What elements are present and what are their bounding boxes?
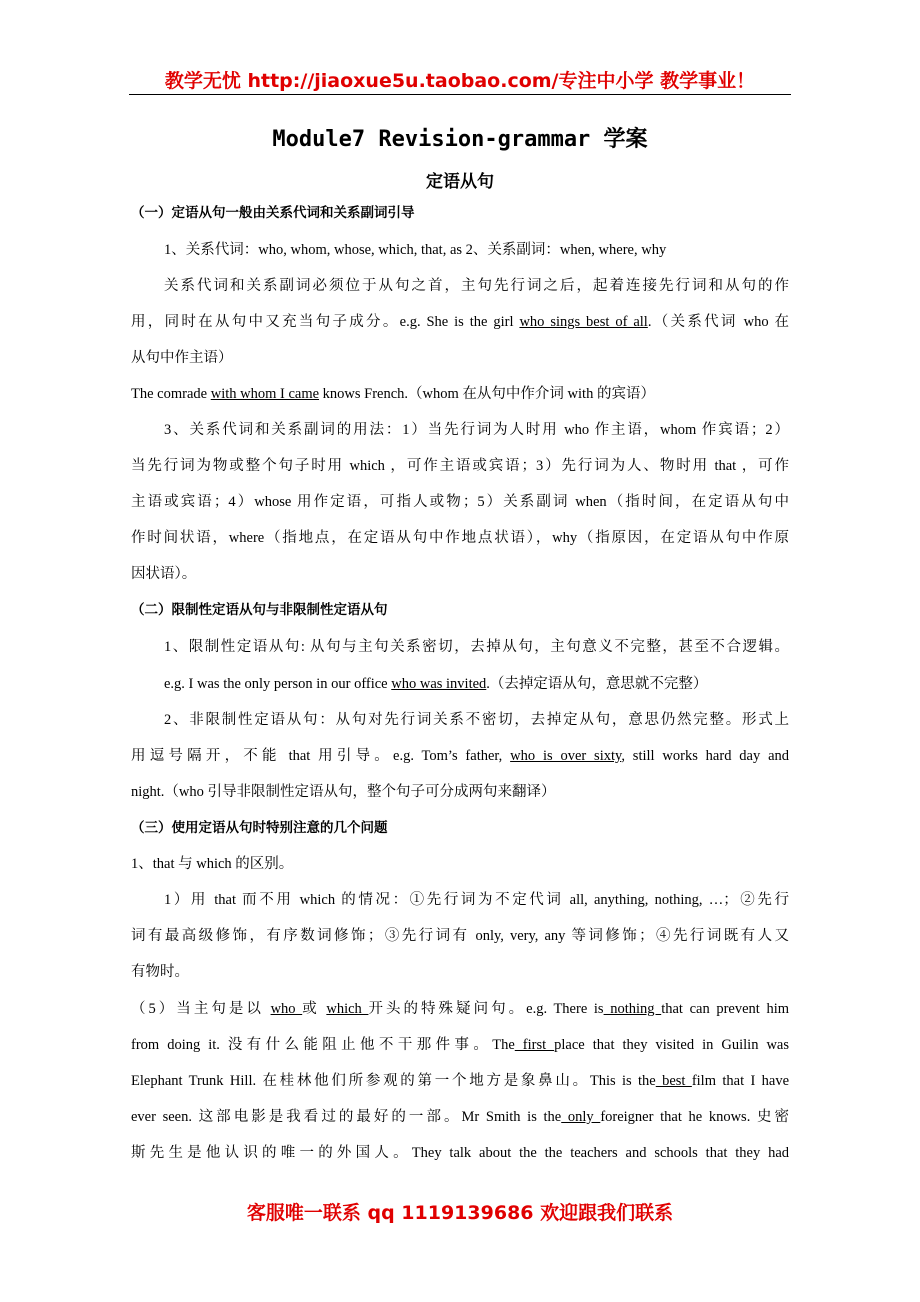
text-line [131,854,789,874]
text-line [131,564,789,584]
text-line [131,456,789,476]
text-line [131,962,789,982]
text-segment: 关系代词和关系副词必须位于从句之首，主句先行词之后，起着连接先行词和从句的作 [164,278,789,294]
text-segment: 2、非限制性定语从句：从句对先行词关系不密切，去掉定从句，意思仍然完整。形式上 [164,712,789,728]
text-segment: 因状语）。 [131,566,197,582]
text-segment: knows French.（whom 在从句中作介词 with 的宾语） [319,386,655,402]
document-title: Module7 Revision-grammar 学案 [272,127,648,152]
section-heading [131,818,789,838]
text-segment: 或 [302,1001,327,1017]
text-line [131,312,789,332]
text-segment: 当先行词为物或整个句子时用 which ，可作主语或宾语；3）先行词为人、物时用 that ，可作 [131,458,789,474]
underlined-clause: who was invited [391,676,487,692]
text-line [131,999,789,1019]
text-segment: 1、关系代词：who, whom, whose, which, that, as 2、关系副词：when, where, why [164,242,667,258]
underlined-clause: who [270,1001,303,1017]
text-line [131,1143,789,1163]
text-line [164,276,789,296]
text-segment: 作时间状语，where（指地点，在定语从句中作地点状语），why（指原因，在定语从句中作原 [131,530,789,546]
text-line [131,384,789,404]
text-segment: 词有最高级修饰，有序数词修饰；③先行词有 only, very, any 等词修饰；④先行词既有人又 [131,928,789,944]
underlined-clause: who is over sixty [510,748,622,764]
underlined-clause: first [514,1037,555,1053]
text-line [131,348,789,368]
text-segment: 1、that 与 which 的区别。 [131,856,294,872]
text-line [131,1035,789,1055]
text-segment: .（去掉定语从句，意思就不完整） [486,676,708,692]
text-segment: .（关系代词 who 在 [647,314,789,330]
text-line [131,1071,789,1091]
text-line [131,746,789,766]
underlined-clause: nothing [603,1001,662,1017]
text-segment: 斯先生是他认识的唯一的外国人。They talk about the the teachers and schools that they had [131,1145,789,1161]
text-segment: The comrade [131,386,211,402]
text-segment: 1）用 that 而不用 which 的情况：①先行词为不定代词 all, anything, nothing, …；②先行 [164,892,789,908]
text-segment: film that I have [691,1073,790,1089]
underlined-clause: best [655,1073,692,1089]
text-segment: foreigner that he knows. 史密 [600,1109,789,1125]
text-line [131,782,789,802]
underlined-clause: which [326,1001,369,1017]
underlined-clause: who sings best of all [519,314,648,330]
text-line [131,528,789,548]
text-segment: 用逗号隔开，不能 that 用引导。e.g. Tom’s father, [131,748,511,764]
text-segment: Elephant Trunk Hill. 在桂林他们所参观的第一个地方是象鼻山。This is the [131,1073,656,1089]
underlined-clause: only [561,1109,601,1125]
text-line [164,890,789,910]
document-subtitle: 定语从句 [426,172,494,192]
header-divider [129,94,791,95]
text-line [131,492,789,512]
text-segment: 开头的特殊疑问句。e.g. There is [368,1001,604,1017]
text-segment: 1、限制性定语从句: 从句与主句关系密切，去掉从句，主句意义不完整，甚至不合逻辑。 [164,639,789,655]
text-segment: from doing it. 没有什么能阻止他不干那件事。The [131,1037,515,1053]
underlined-clause: with whom I came [210,386,320,402]
text-segment: e.g. I was the only person in our office [164,676,392,692]
text-segment: 有物时。 [131,964,189,980]
section-heading [131,600,789,620]
text-segment: （二）限制性定语从句与非限制性定语从句 [131,602,388,618]
page-header-banner: 教学无忧 http://jiaoxue5u.taobao.com/专注中小学 教学事业！ [164,70,756,92]
text-segment: （5）当主句是以 [131,1001,271,1017]
text-line [164,637,789,657]
section-heading [131,203,789,223]
text-line [164,674,789,694]
text-segment: night.（who 引导非限制性定语从句，整个句子可分成两句来翻译） [131,784,556,800]
text-segment: 用，同时在从句中又充当句子成分。e.g. She is the girl [131,314,520,330]
text-line [131,1107,789,1127]
text-line [131,926,789,946]
text-segment: , still works hard day and [621,748,789,764]
text-segment: ever seen. 这部电影是我看过的最好的一部。Mr Smith is the [131,1109,562,1125]
text-segment: （三）使用定语从句时特别注意的几个问题 [131,820,388,836]
text-segment: place that they visited in Guilin was [554,1037,790,1053]
text-line [164,420,789,440]
text-segment: 从句中作主语） [131,350,233,366]
text-segment: （一）定语从句一般由关系代词和关系副词引导 [131,205,415,221]
text-segment: 主语或宾语；4）whose 用作定语，可指人或物；5）关系副词 when（指时间，在定语从句中 [131,494,789,510]
text-line [164,240,789,260]
page-footer-contact: 客服唯一联系 qq 1119139686 欢迎跟我们联系 [246,1202,674,1224]
text-line [164,710,789,730]
text-segment: that can prevent him [661,1001,790,1017]
text-segment: 3、关系代词和关系副词的用法：1）当先行词为人时用 who 作主语，whom 作宾语；2） [164,422,789,438]
